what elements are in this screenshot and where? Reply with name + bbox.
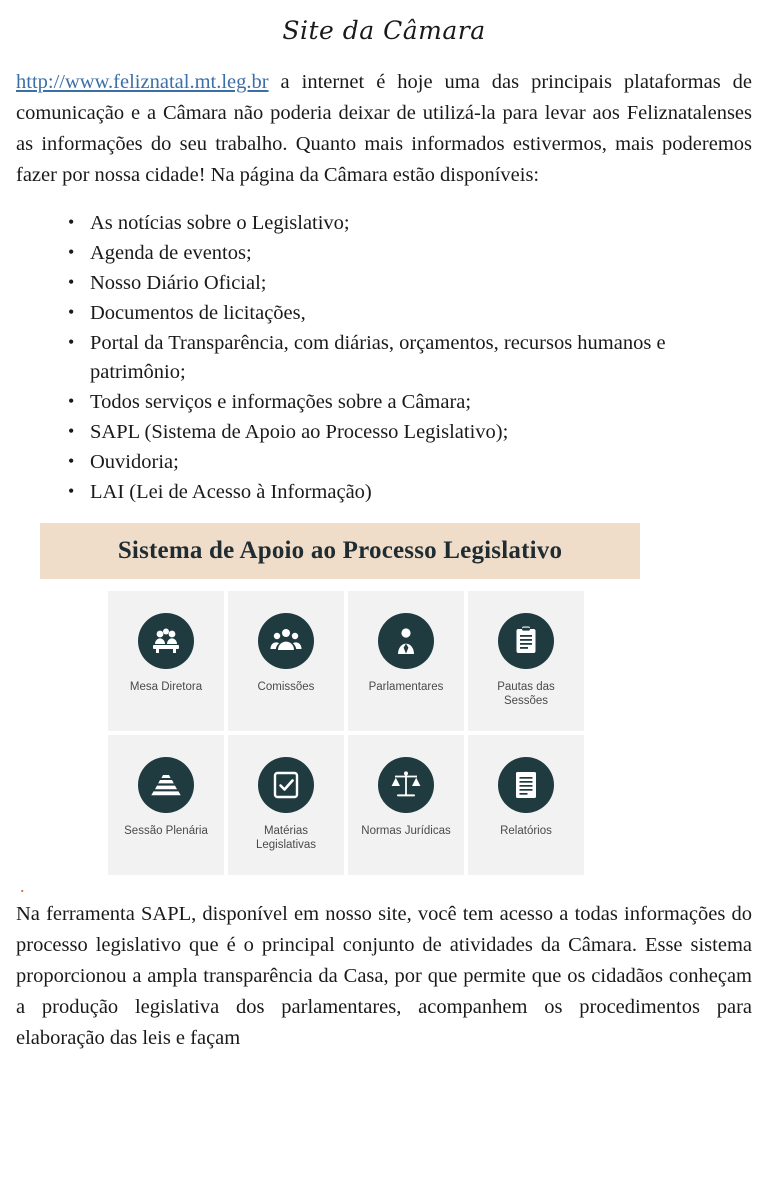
sapl-tile-grid xyxy=(108,591,660,875)
person-tie-icon xyxy=(378,613,434,669)
plenary-seats-icon xyxy=(138,757,194,813)
camara-website-link[interactable]: http://www.feliznatal.mt.leg.br xyxy=(16,71,269,93)
sapl-tile-label: Matérias Legislativas xyxy=(255,825,317,851)
stray-mark: . xyxy=(20,876,25,896)
report-pages-icon xyxy=(498,757,554,813)
list-item: • LAI (Lei de Acesso à Informação) xyxy=(68,478,752,507)
sapl-tile-materias-legislativas[interactable] xyxy=(228,735,344,875)
sapl-banner xyxy=(40,523,640,579)
sapl-tile-label: Pautas das Sessões xyxy=(497,681,555,707)
list-item: • SAPL (Sistema de Apoio ao Processo Legislativo); xyxy=(68,418,752,447)
sapl-tile-label: Normas Jurídicas xyxy=(361,825,451,837)
people-desk-icon xyxy=(138,613,194,669)
intro-paragraph xyxy=(16,67,752,191)
list-item: • Documentos de licitações, xyxy=(68,299,752,328)
checked-document-icon xyxy=(258,757,314,813)
sapl-tile-label: Sessão Plenária xyxy=(124,825,208,837)
clipboard-list-icon xyxy=(498,613,554,669)
sapl-tile-label: Parlamentares xyxy=(368,681,444,693)
intro-paragraph-text: a internet é hoje uma das principais plataformas de comunicação e a Câmara não poderia deixar de utilizá-la para levar aos Feliznatalenses as informações do seu trabalho. Quanto mais informados estivermos, mais poderemos fazer por nossa cidade! Na página da Câmara estão disponíveis: xyxy=(16,71,752,186)
sapl-screenshot xyxy=(40,523,660,875)
sapl-tile-comissoes[interactable] xyxy=(228,591,344,731)
list-item: • Ouvidoria; xyxy=(68,448,752,477)
sapl-tile-label: Comissões xyxy=(257,681,315,693)
page-title: Site da Câmara xyxy=(282,16,486,45)
scales-balance-icon xyxy=(378,757,434,813)
sapl-tile-parlamentares[interactable] xyxy=(348,591,464,731)
list-item: • As notícias sobre o Legislativo; xyxy=(68,209,752,238)
list-item: • Nosso Diário Oficial; xyxy=(68,269,752,298)
services-list xyxy=(16,209,752,507)
sapl-tile-label: Mesa Diretora xyxy=(129,681,203,693)
sapl-tile-normas-juridicas[interactable] xyxy=(348,735,464,875)
sapl-tile-relatorios[interactable] xyxy=(468,735,584,875)
list-item: • Portal da Transparência, com diárias, orçamentos, recursos humanos e patrimônio; xyxy=(68,329,752,387)
list-item: • Agenda de eventos; xyxy=(68,239,752,268)
sapl-banner-title: Sistema de Apoio ao Processo Legislativo xyxy=(117,537,563,564)
sapl-tile-mesa-diretora[interactable] xyxy=(108,591,224,731)
list-item: • Todos serviços e informações sobre a Câmara; xyxy=(68,388,752,417)
sapl-tile-sessao-plenaria[interactable] xyxy=(108,735,224,875)
group-people-icon xyxy=(258,613,314,669)
sapl-description-paragraph: Na ferramenta SAPL, disponível em nosso site, você tem acesso a todas informações do processo legislativo que é o principal conjunto de atividades da Câmara. Esse sistema proporcionou a ampla transparência da Casa, por que permite que os cidadãos conheçam a produção legislativa dos parlamentares, acompanhem os procedimentos para elaboração das leis e façam xyxy=(16,903,752,1049)
sapl-tile-pautas-das-sessoes[interactable] xyxy=(468,591,584,731)
sapl-tile-label: Relatórios xyxy=(500,825,552,837)
